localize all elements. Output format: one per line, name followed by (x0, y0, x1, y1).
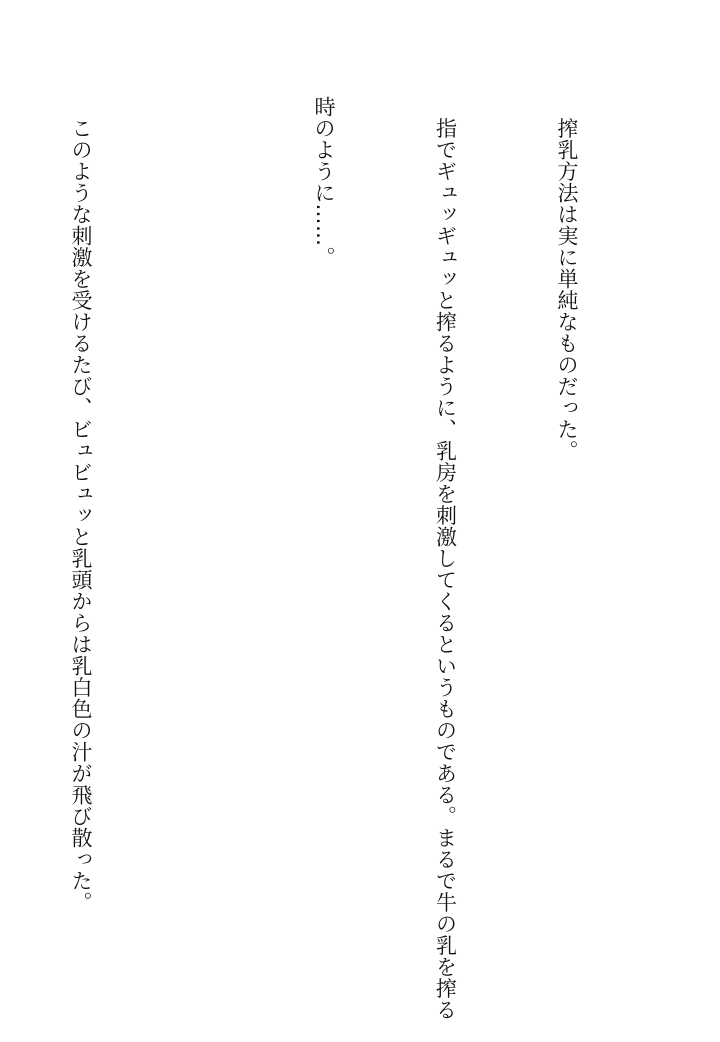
text-line: 指でギュッギュッと搾るように、乳房を刺激してくるというものである。まるで牛の乳を搾る (433, 96, 458, 1021)
text-line: このような刺激を受けるたび、ビュビュッと乳頭からは乳白色の汁が飛び散った。 (69, 96, 93, 913)
blank-line (182, 96, 223, 896)
text-line: 時のように……。 (312, 96, 336, 268)
text-line: 搾乳方法は実に単純なものだった。 (555, 96, 579, 462)
vertical-text-body (0, 96, 668, 1021)
